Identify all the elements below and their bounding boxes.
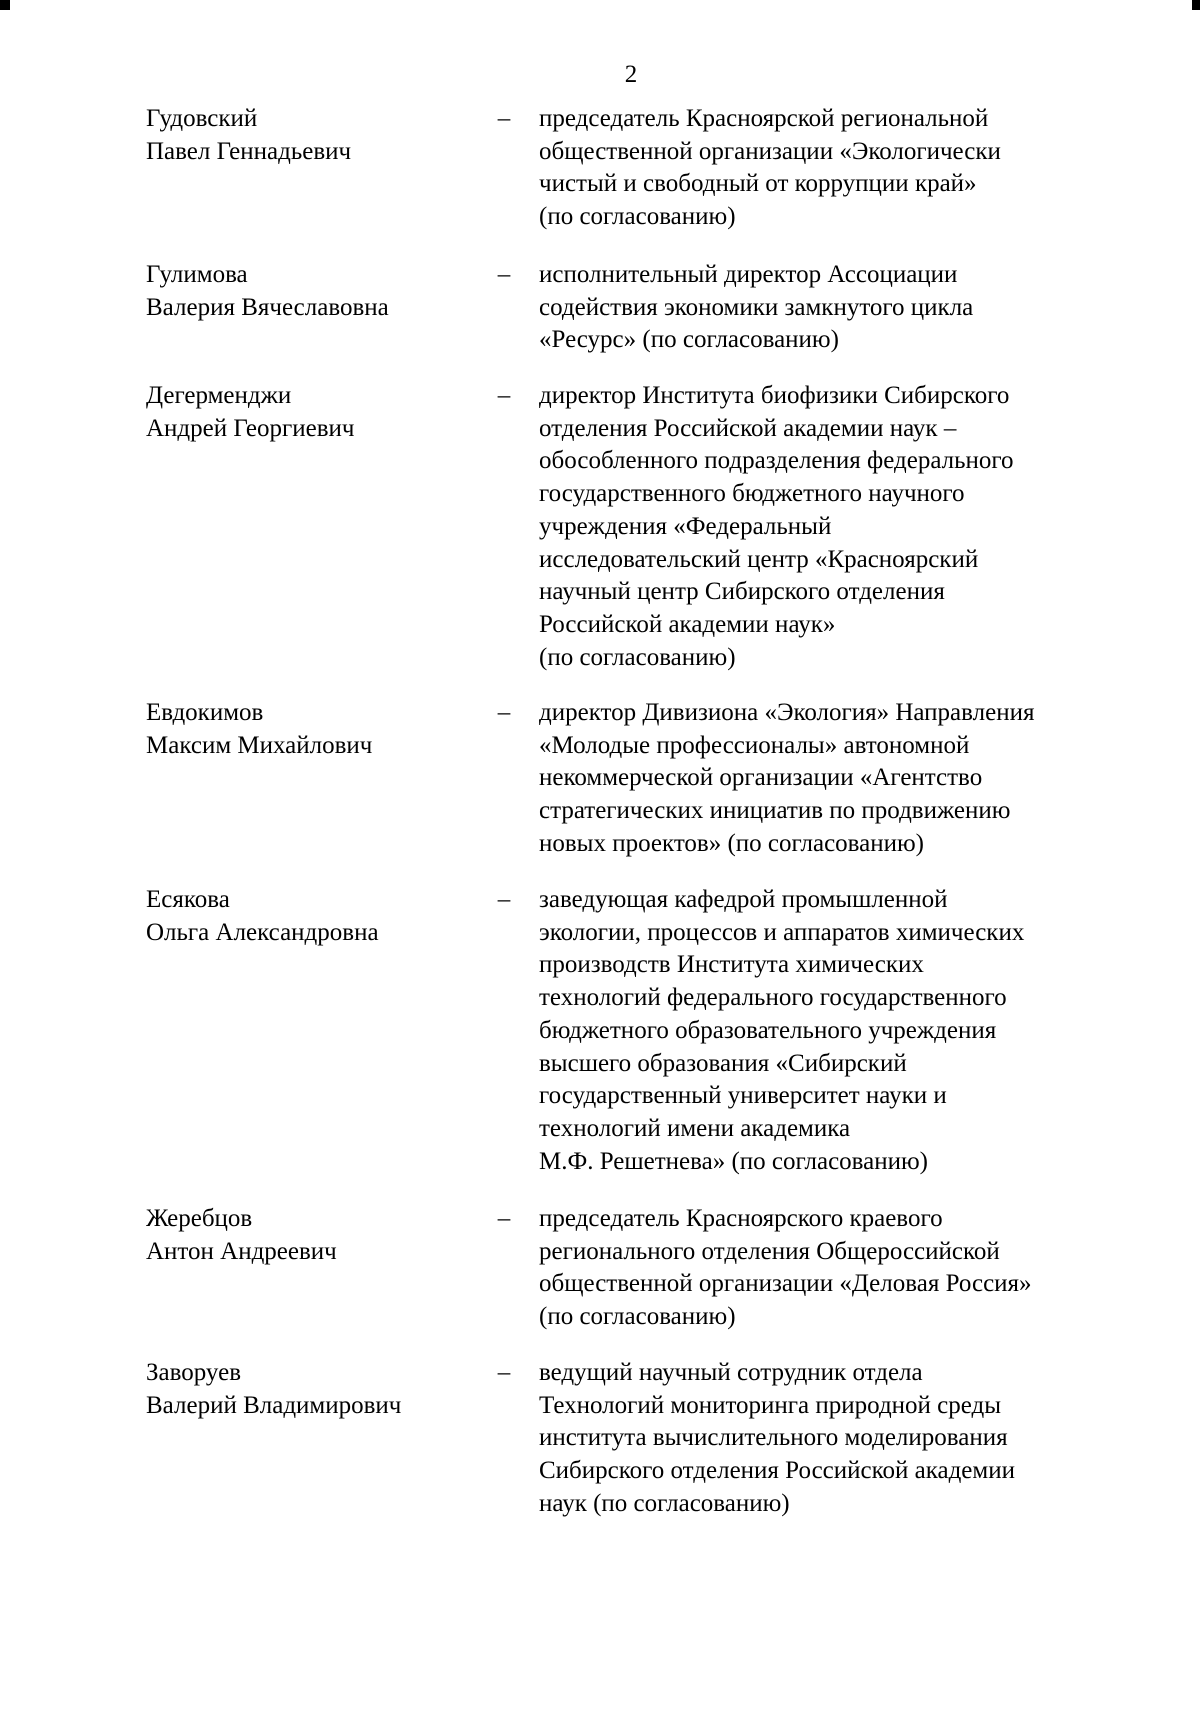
page-number: 2 [624,61,638,88]
separator-dash: – [497,382,511,409]
position-line: (по согласованию) [539,1303,736,1331]
position-line: некоммерческой организации «Агентство [539,764,983,792]
position-line: экологии, процессов и аппаратов химических [539,918,1025,946]
position-line: бюджетного образовательного учреждения [539,1016,997,1044]
member-given-names: Ольга Александровна [146,918,379,946]
position-line: исполнительный директор Ассоциации [539,261,958,288]
member-surname: Дегерменджи [146,382,292,409]
member-surname: Жеребцов [146,1205,253,1232]
member-position [539,259,1109,357]
position-line: государственного бюджетного научного [539,480,965,508]
member-surname: Заворуев [146,1359,241,1386]
position-line: ведущий научный сотрудник отдела [539,1359,923,1386]
position-line: стратегических инициатив по продвижению [539,797,1011,825]
position-line: обособленного подразделения федерального [539,447,1014,475]
position-line: председатель Красноярского краевого [539,1205,943,1232]
member-name [146,1357,476,1422]
position-line: регионального отделения Общероссийской [539,1237,1000,1265]
position-line: общественной организации «Деловая Россия» [539,1270,1032,1298]
position-line: директор Института биофизики Сибирского [539,382,1010,409]
separator-dash: – [497,886,511,913]
member-given-names: Андрей Георгиевич [146,414,355,442]
position-line: директор Дивизиона «Экология» Направления [539,699,1035,726]
separator-dash: – [497,261,511,288]
member-name [146,380,476,445]
member-name [146,103,476,168]
member-surname: Есякова [146,886,230,913]
position-line: высшего образования «Сибирский [539,1049,907,1077]
member-position [539,380,1109,674]
separator-dash: – [497,699,511,726]
position-line: (по согласованию) [539,643,736,671]
member-given-names: Валерия Вячеславовна [146,293,389,321]
member-name [146,1203,476,1268]
position-line: содействия экономики замкнутого цикла [539,293,974,321]
separator-dash: – [497,105,511,132]
scan-artifact [1192,0,1200,10]
position-line: учреждения «Федеральный [539,512,832,540]
position-line: (по согласованию) [539,203,736,231]
separator-dash: – [497,1359,511,1386]
position-line: Сибирского отделения Российской академии [539,1457,1015,1485]
member-position [539,1357,1109,1521]
member-given-names: Антон Андреевич [146,1237,337,1265]
position-line: института вычислительного моделирования [539,1424,1008,1452]
member-surname: Гудовский [146,105,258,132]
member-name [146,884,476,949]
member-name [146,259,476,324]
position-line: отделения Российской академии наук – [539,414,957,442]
position-line: государственный университет науки и [539,1082,947,1110]
position-line: научный центр Сибирского отделения [539,578,945,606]
member-surname: Гулимова [146,261,248,288]
position-line: председатель Красноярской региональной [539,105,989,132]
position-line: «Молодые профессионалы» автономной [539,731,970,759]
position-line: производств Института химических [539,951,924,979]
position-line: общественной организации «Экологически [539,137,1001,165]
position-line: М.Ф. Решетнева» (по согласованию) [539,1147,929,1175]
member-given-names: Максим Михайлович [146,731,373,759]
member-surname: Евдокимов [146,699,264,726]
position-line: наук (по согласованию) [539,1489,790,1517]
member-position [539,103,1109,234]
position-line: технологий имени академика [539,1114,851,1142]
position-line: новых проектов» (по согласованию) [539,829,925,857]
position-line: чистый и свободный от коррупции край» [539,170,977,198]
member-position [539,697,1109,861]
member-position [539,1203,1109,1334]
member-position [539,884,1109,1178]
position-line: «Ресурс» (по согласованию) [539,326,839,354]
position-line: Российской академии наук» [539,610,836,638]
separator-dash: – [497,1205,511,1232]
position-line: заведующая кафедрой промышленной [539,886,948,913]
position-line: технологий федерального государственного [539,984,1007,1012]
member-given-names: Павел Геннадьевич [146,137,352,165]
member-name [146,697,476,762]
position-line: исследовательский центр «Красноярский [539,545,979,573]
member-given-names: Валерий Владимирович [146,1391,402,1419]
position-line: Технологий мониторинга природной среды [539,1391,1002,1419]
scan-artifact [0,0,10,10]
